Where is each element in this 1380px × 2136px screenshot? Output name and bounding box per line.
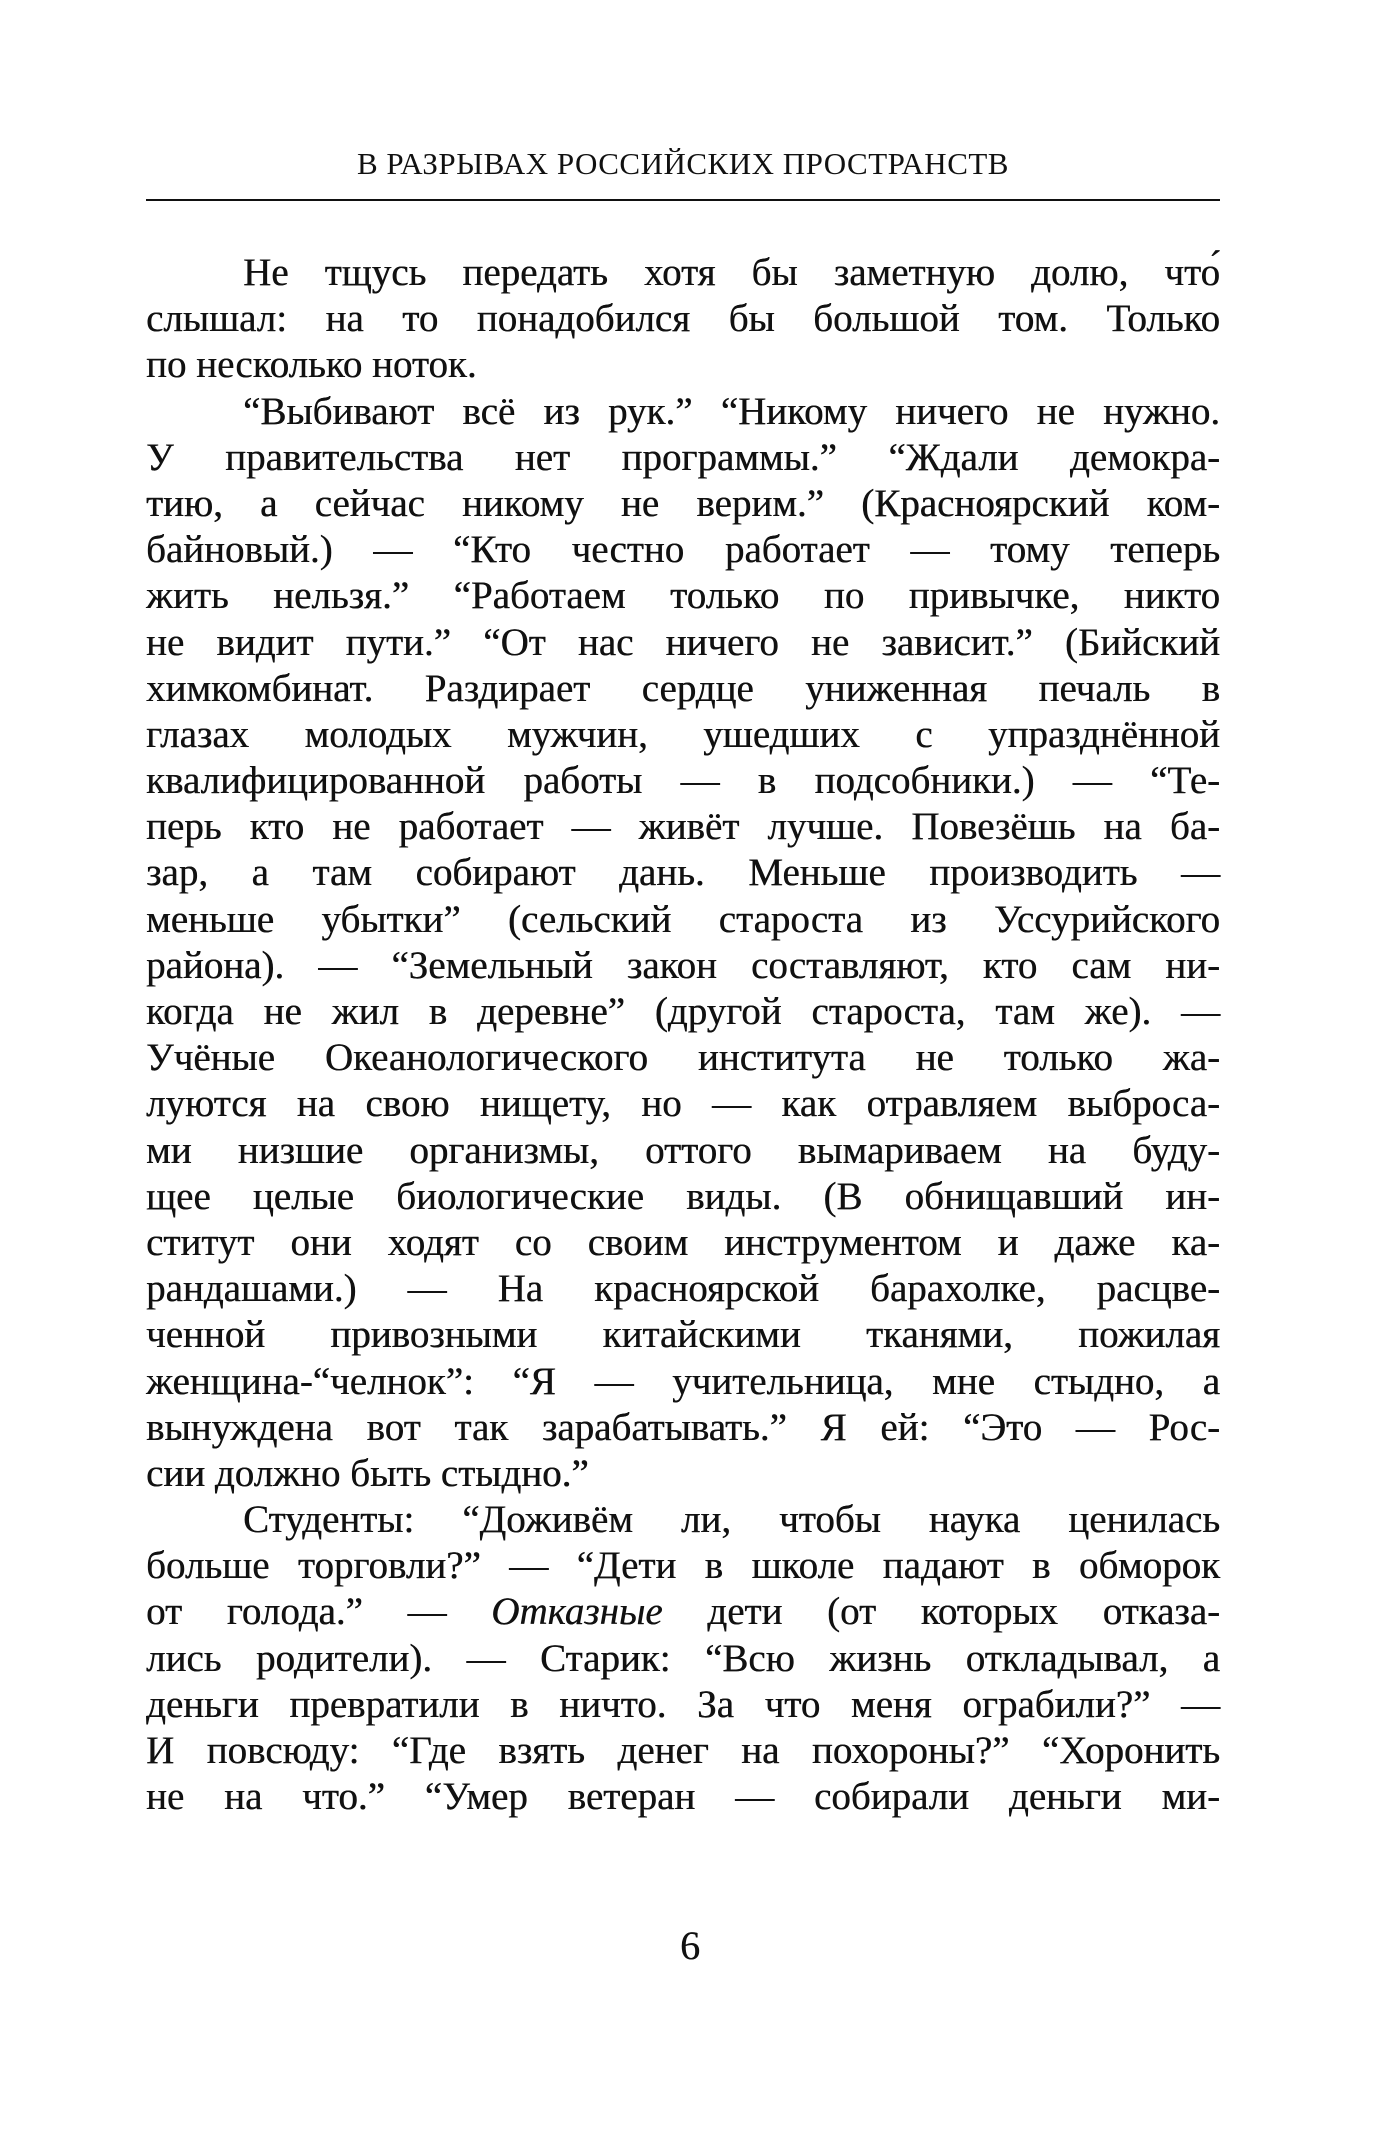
text-line: глазах молодых мужчин, ушедших с упразднённой [146, 712, 1220, 756]
text-line: “Выбивают всё из рук.” “Никому ничего не нужно. [243, 389, 1220, 433]
page-number: 6 [680, 1923, 700, 1968]
text-line: не видит пути.” “От нас ничего не зависит.” (Бийский [146, 620, 1220, 664]
text-segment: дети (от которых отказа- [662, 1590, 1220, 1634]
text-line: больше торговли?” — “Дети в школе падают в обморок [146, 1544, 1220, 1588]
text-line: жить нельзя.” “Работаем только по привычке, никто [146, 574, 1220, 618]
text-line: Учёные Океанологического института не только жа- [146, 1036, 1220, 1080]
paragraph [146, 250, 1220, 389]
text-line: зар, а там собирают дань. Меньше производить — [146, 851, 1220, 895]
text-line: У правительства нет программы.” “Ждали демокра- [146, 435, 1220, 479]
text-line: Не тщусь передать хотя бы заметную долю, что́ [243, 251, 1220, 294]
text-line: когда не жил в деревне” (другой староста, там же). — [146, 990, 1220, 1033]
text-line: квалифицированной работы — в подсобники.) — “Те- [146, 759, 1220, 803]
text-line: района). — “Земельный закон составляют, кто сам ни- [146, 943, 1220, 987]
text-line: щее целые биологические виды. (В обнищавший ин- [146, 1174, 1220, 1218]
paragraph [146, 1497, 1220, 1820]
text-line: по несколько ноток. [146, 343, 477, 387]
text-segment: от голода.” — [146, 1590, 492, 1634]
text-line: химкомбинат. Раздирает сердце униженная печаль в [146, 666, 1220, 710]
text-line: рандашами.) — На красноярской барахолке, расцве- [146, 1267, 1220, 1311]
italic-term: Отказные [491, 1590, 663, 1634]
text-line: ченной привозными китайскими тканями, пожилая [146, 1313, 1220, 1357]
text-line: Студенты: “Доживём ли, чтобы наука ценилась [243, 1498, 1220, 1542]
paragraph [146, 389, 1220, 1498]
text-line: не на что.” “Умер ветеран — собирали деньги ми- [146, 1775, 1220, 1819]
text-line: меньше убытки” (сельский староста из Уссурийского [146, 897, 1220, 941]
text-line [146, 1589, 1220, 1635]
text-line: И повсюду: “Где взять денег на похороны?” “Хоронить [146, 1729, 1220, 1772]
text-line: сии должно быть стыдно.” [146, 1451, 589, 1495]
running-head: В РАЗРЫВАХ РОССИЙСКИХ ПРОСТРАНСТВ [357, 146, 1009, 181]
text-line: перь кто не работает — живёт лучше. Повезёшь на ба- [146, 805, 1220, 849]
text-line: деньги превратили в ничто. За что меня ограбили?” — [146, 1682, 1220, 1726]
body-text [146, 250, 1220, 1820]
text-line: лись родители). — Старик: “Всю жизнь откладывал, а [146, 1636, 1220, 1680]
text-line: ми низшие организмы, оттого вымариваем на буду- [146, 1128, 1220, 1172]
text-line: женщина-“челнок”: “Я — учительница, мне стыдно, а [146, 1359, 1220, 1403]
text-line: байновый.) — “Кто честно работает — тому теперь [146, 528, 1220, 572]
text-line: слышал: на то понадобился бы большой том. Только [146, 297, 1220, 341]
text-line: тию, а сейчас никому не верим.” (Красноярский ком- [146, 481, 1220, 525]
header-rule [146, 199, 1220, 201]
text-line: луются на свою нищету, но — как отравляем выброса- [146, 1082, 1220, 1126]
text-line: вынуждена вот так зарабатывать.” Я ей: “Это — Рос- [146, 1405, 1220, 1449]
text-line: ститут они ходят со своим инструментом и даже ка- [146, 1220, 1220, 1264]
